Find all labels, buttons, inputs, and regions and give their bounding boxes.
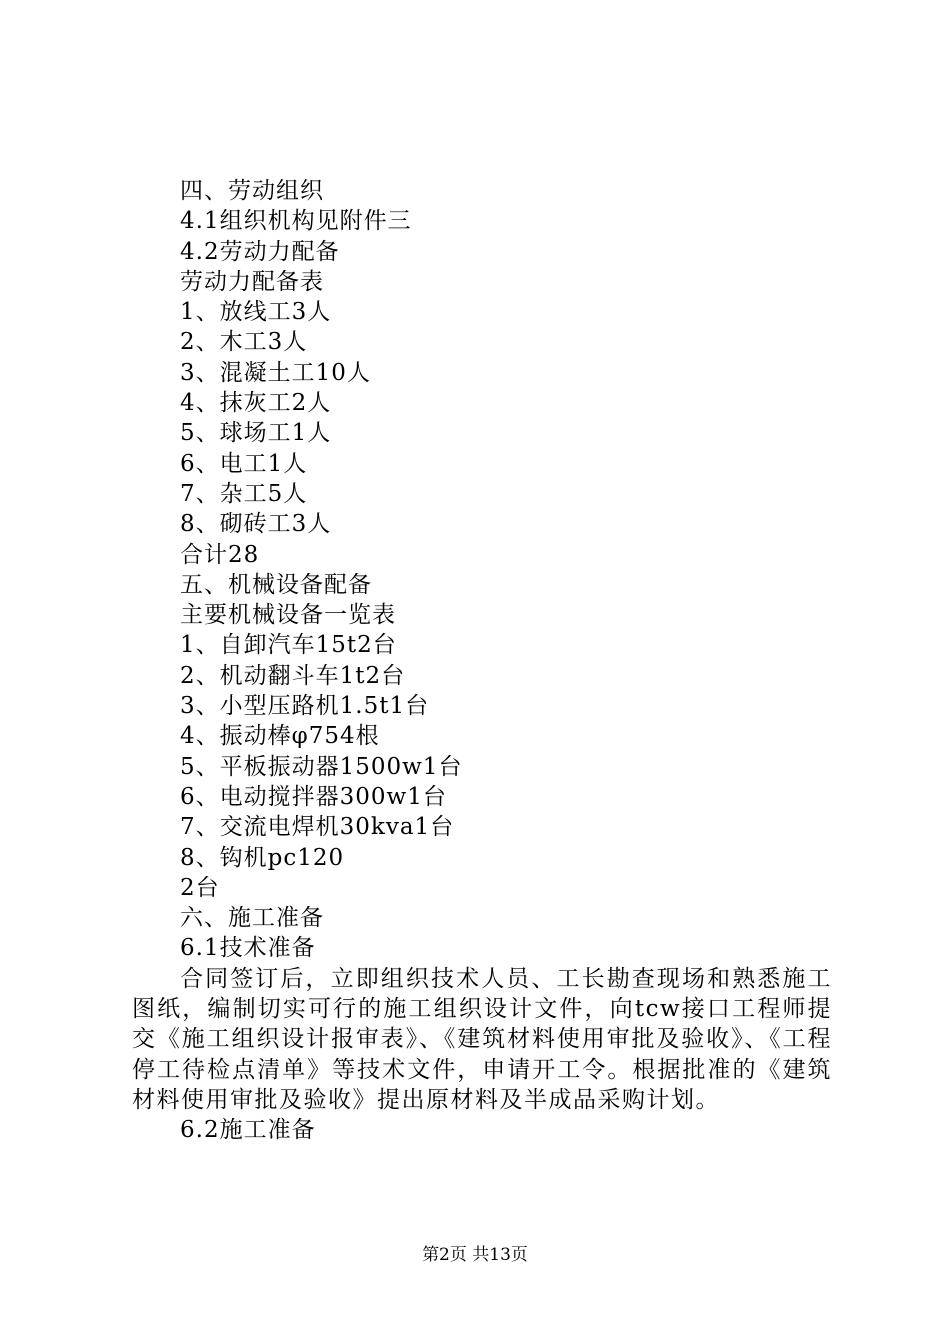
- text-line: 4.2劳动力配备: [180, 238, 340, 265]
- list-item: 1、自卸汽车15t2台: [180, 632, 397, 659]
- heading-labor-organization: 四、劳动组织: [180, 178, 324, 204]
- page-footer: 第2页 共13页: [422, 1245, 528, 1265]
- text-line: 4.1组织机构见附件三: [180, 208, 412, 235]
- list-item: 8、砌砖工3人: [180, 511, 332, 538]
- list-item: 4、抹灰工2人: [180, 390, 332, 417]
- list-item: 6、电动搅拌器300w1台: [180, 783, 447, 810]
- list-item: 6、电工1人: [180, 450, 308, 477]
- document-body: [0, 176, 950, 1146]
- list-item: 5、平板振动器1500w1台: [180, 753, 463, 780]
- list-item: 2、机动翻斗车1t2台: [180, 662, 406, 689]
- list-item: 3、混凝土工10人: [180, 359, 371, 386]
- subheading-construction-prep: 6.2施工准备: [180, 1117, 316, 1144]
- heading-construction-prep: 六、施工准备: [180, 905, 324, 932]
- table-title-labor: 劳动力配备表: [180, 268, 324, 295]
- list-item: 4、振动棒φ754根: [180, 723, 380, 750]
- list-item: 7、交流电焊机30kva1台: [180, 814, 455, 841]
- list-item-continuation: 2台: [180, 874, 220, 901]
- list-item: 8、钩机pc120: [180, 844, 345, 871]
- subheading-technical-prep: 6.1技术准备: [180, 935, 316, 962]
- heading-machinery: 五、机械设备配备: [180, 571, 372, 598]
- table-title-machinery: 主要机械设备一览表: [180, 602, 396, 629]
- technical-prep-paragraph: 合同签订后，立即组织技术人员、工长勘查现场和熟悉施工图纸，编制切实可行的施工组织设计文件，向tcw接口工程师提交《施工组织设计报审表》、《建筑材料使用审批及验收》、《工程停工待检点清单》等技术文件，申请开工令。根据批准的《建筑材料使用审批及验收》提出原材料及半成品采购计划。: [132, 965, 832, 1113]
- list-item: 1、放线工3人: [180, 299, 332, 326]
- list-item: 5、球场工1人: [180, 420, 332, 447]
- labor-total: 合计28: [180, 541, 260, 568]
- list-item: 3、小型压路机1.5t1台: [180, 693, 430, 720]
- list-item: 2、木工3人: [180, 329, 308, 356]
- list-item: 7、杂工5人: [180, 480, 308, 507]
